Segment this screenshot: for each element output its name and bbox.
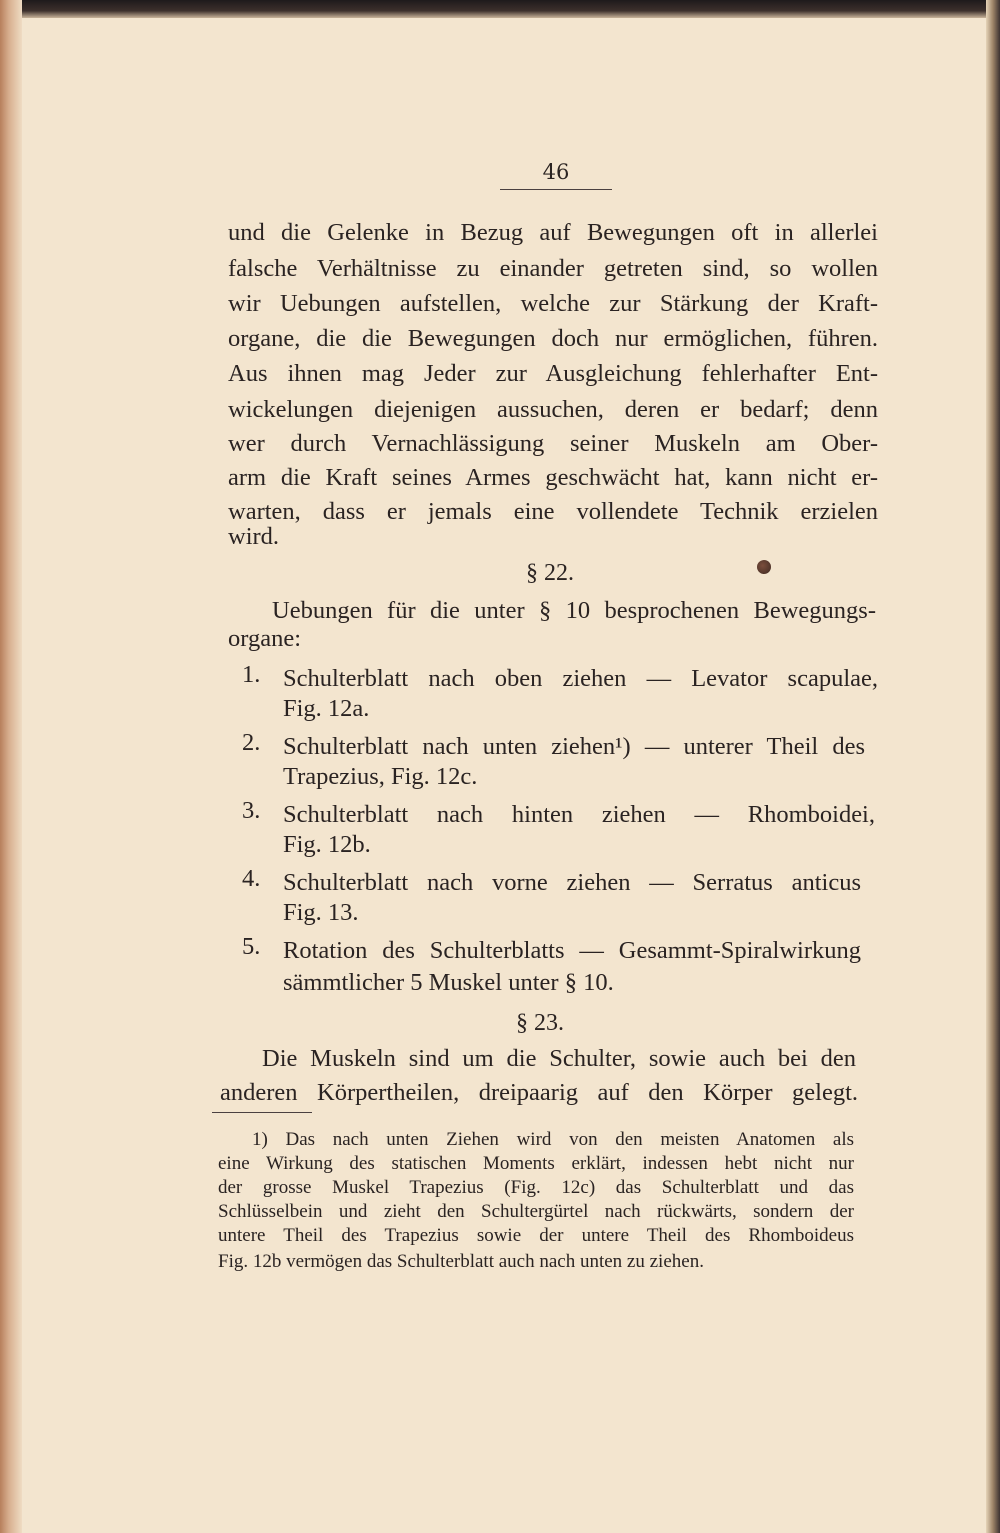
footnote-line: Fig. 12b vermögen das Schulterblatt auch nach unten zu ziehen. <box>218 1251 704 1272</box>
intro-line: Aus ihnen mag Jeder zur Ausgleichung fehlerhafter Ent- <box>228 360 878 387</box>
intro-line: warten, dass er jemals eine vollendete Technik erzielen <box>228 498 878 525</box>
intro-line: und die Gelenke in Bezug auf Bewegungen oft in allerlei <box>228 219 878 246</box>
list-item-number: 2. <box>242 729 261 756</box>
list-item-number: 1. <box>242 661 261 688</box>
list-item-line: Schulterblatt nach oben ziehen — Levator scapulae, <box>283 665 878 692</box>
section-23-line: Die Muskeln sind um die Schulter, sowie auch bei den <box>262 1045 856 1072</box>
section-22-intro-line: organe: <box>228 625 302 652</box>
list-item-line: Schulterblatt nach hinten ziehen — Rhomboidei, <box>283 801 875 828</box>
list-item-line: Trapezius, Fig. 12c. <box>283 763 478 790</box>
intro-line: wickelungen diejenigen aussuchen, deren er bedarf; denn <box>228 396 878 423</box>
page-number: 46 <box>542 160 570 184</box>
footnote-line: 1) Das nach unten Ziehen wird von den meisten Anatomen als <box>252 1129 854 1150</box>
footnote-line: untere Theil des Trapezius sowie der untere Theil des Rhomboideus <box>218 1225 854 1246</box>
list-item-line: sämmtlicher 5 Muskel unter § 10. <box>283 969 614 996</box>
list-item-line: Fig. 12a. <box>283 695 370 722</box>
intro-line: wird. <box>228 523 280 550</box>
intro-line: wer durch Vernachlässigung seiner Muskeln am Ober- <box>228 430 878 457</box>
list-item-number: 3. <box>242 797 261 824</box>
footnote-rule <box>212 1112 312 1113</box>
footnote-line: der grosse Muskel Trapezius (Fig. 12c) das Schulterblatt und das <box>218 1177 854 1198</box>
list-item-number: 5. <box>242 933 261 960</box>
intro-line: organe, die die Bewegungen doch nur ermöglichen, führen. <box>228 325 878 352</box>
intro-line: arm die Kraft seines Armes geschwächt hat, kann nicht er- <box>228 464 878 491</box>
footnote-line: Schlüsselbein und zieht den Schultergürtel nach rückwärts, sondern der <box>218 1201 854 1222</box>
section-heading-23: § 23. <box>516 1010 564 1036</box>
page-left-edge <box>0 0 22 1533</box>
intro-line: wir Uebungen aufstellen, welche zur Stärkung der Kraft- <box>228 290 878 317</box>
intro-line: falsche Verhältnisse zu einander getreten sind, so wollen <box>228 255 878 282</box>
section-23-line: anderen Körpertheilen, dreipaarig auf den Körper gelegt. <box>220 1079 858 1106</box>
page-top-edge <box>0 0 1000 18</box>
ink-spot <box>757 560 771 574</box>
list-item-line: Fig. 12b. <box>283 831 371 858</box>
page-right-edge <box>986 0 1000 1533</box>
list-item-line: Fig. 13. <box>283 899 359 926</box>
list-item-line: Rotation des Schulterblatts — Gesammt-Spiralwirkung <box>283 937 861 964</box>
list-item-line: Schulterblatt nach vorne ziehen — Serratus anticus <box>283 869 861 896</box>
footnote-line: eine Wirkung des statischen Moments erklärt, indessen hebt nicht nur <box>218 1153 854 1174</box>
list-item-line: Schulterblatt nach unten ziehen¹) — unterer Theil des <box>283 733 865 760</box>
list-item-number: 4. <box>242 865 261 892</box>
section-heading-22: § 22. <box>526 560 574 586</box>
page-number-rule <box>500 189 612 190</box>
section-22-intro-line: Uebungen für die unter § 10 besprochenen Bewegungs- <box>272 597 876 624</box>
